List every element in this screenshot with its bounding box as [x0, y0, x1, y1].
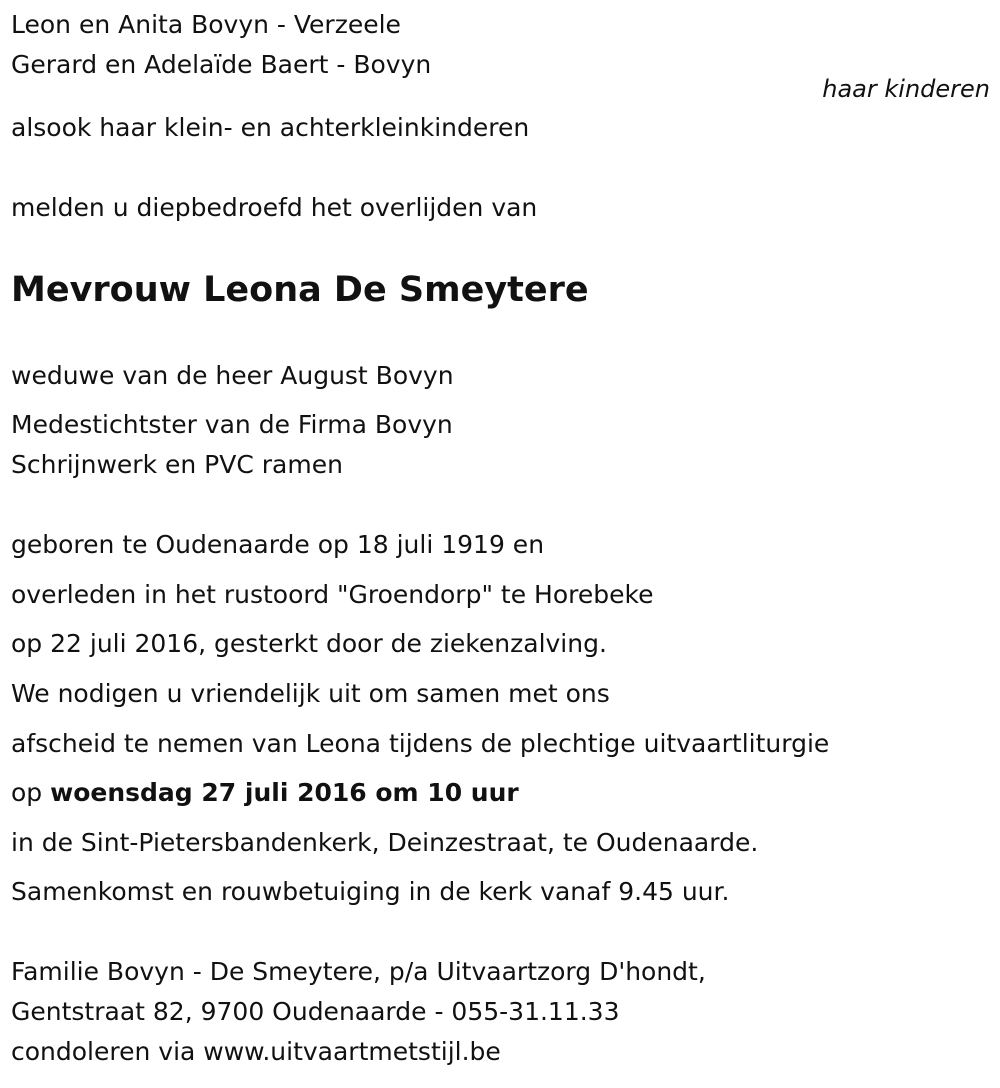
died-line: overleden in het rustoord "Groendorp" te Horebeke — [11, 580, 654, 609]
condolence-line: condoleren via www.uitvaartmetstijl.be — [11, 1037, 501, 1066]
grandchildren-line: alsook haar klein- en achterkleinkinderen — [11, 113, 530, 142]
born-line: geboren te Oudenaarde op 18 juli 1919 en — [11, 530, 545, 559]
cofounder-line: Medestichtster van de Firma Bovyn — [11, 410, 453, 439]
service-line — [11, 778, 519, 808]
church-line: in de Sint-Pietersbandenkerk, Deinzestraat, te Oudenaarde. — [11, 828, 759, 857]
street-line: Gentstraat 82, 9700 Oudenaarde - 055-31.11.33 — [11, 997, 620, 1026]
service-prefix: op — [11, 778, 51, 807]
invite-line: We nodigen u vriendelijk uit om samen met ons — [11, 679, 610, 708]
deceased-name: Mevrouw Leona De Smeytere — [11, 270, 589, 310]
family-line-2: Gerard en Adelaïde Baert - Bovyn — [11, 50, 432, 79]
announcement-line: melden u diepbedroefd het overlijden van — [11, 193, 538, 222]
date-line: op 22 juli 2016, gesterkt door de ziekenzalving. — [11, 629, 607, 658]
business-line: Schrijnwerk en PVC ramen — [11, 450, 343, 479]
service-datetime: woensdag 27 juli 2016 om 10 uur — [50, 778, 519, 807]
gathering-line: Samenkomst en rouwbetuiging in de kerk vanaf 9.45 uur. — [11, 877, 730, 906]
farewell-line: afscheid te nemen van Leona tijdens de plechtige uitvaartliturgie — [11, 729, 830, 758]
widow-line: weduwe van de heer August Bovyn — [11, 361, 454, 390]
children-label: haar kinderen — [822, 75, 990, 103]
family-line-1: Leon en Anita Bovyn - Verzeele — [11, 10, 401, 39]
family-address-line: Familie Bovyn - De Smeytere, p/a Uitvaartzorg D'hondt, — [11, 957, 706, 986]
